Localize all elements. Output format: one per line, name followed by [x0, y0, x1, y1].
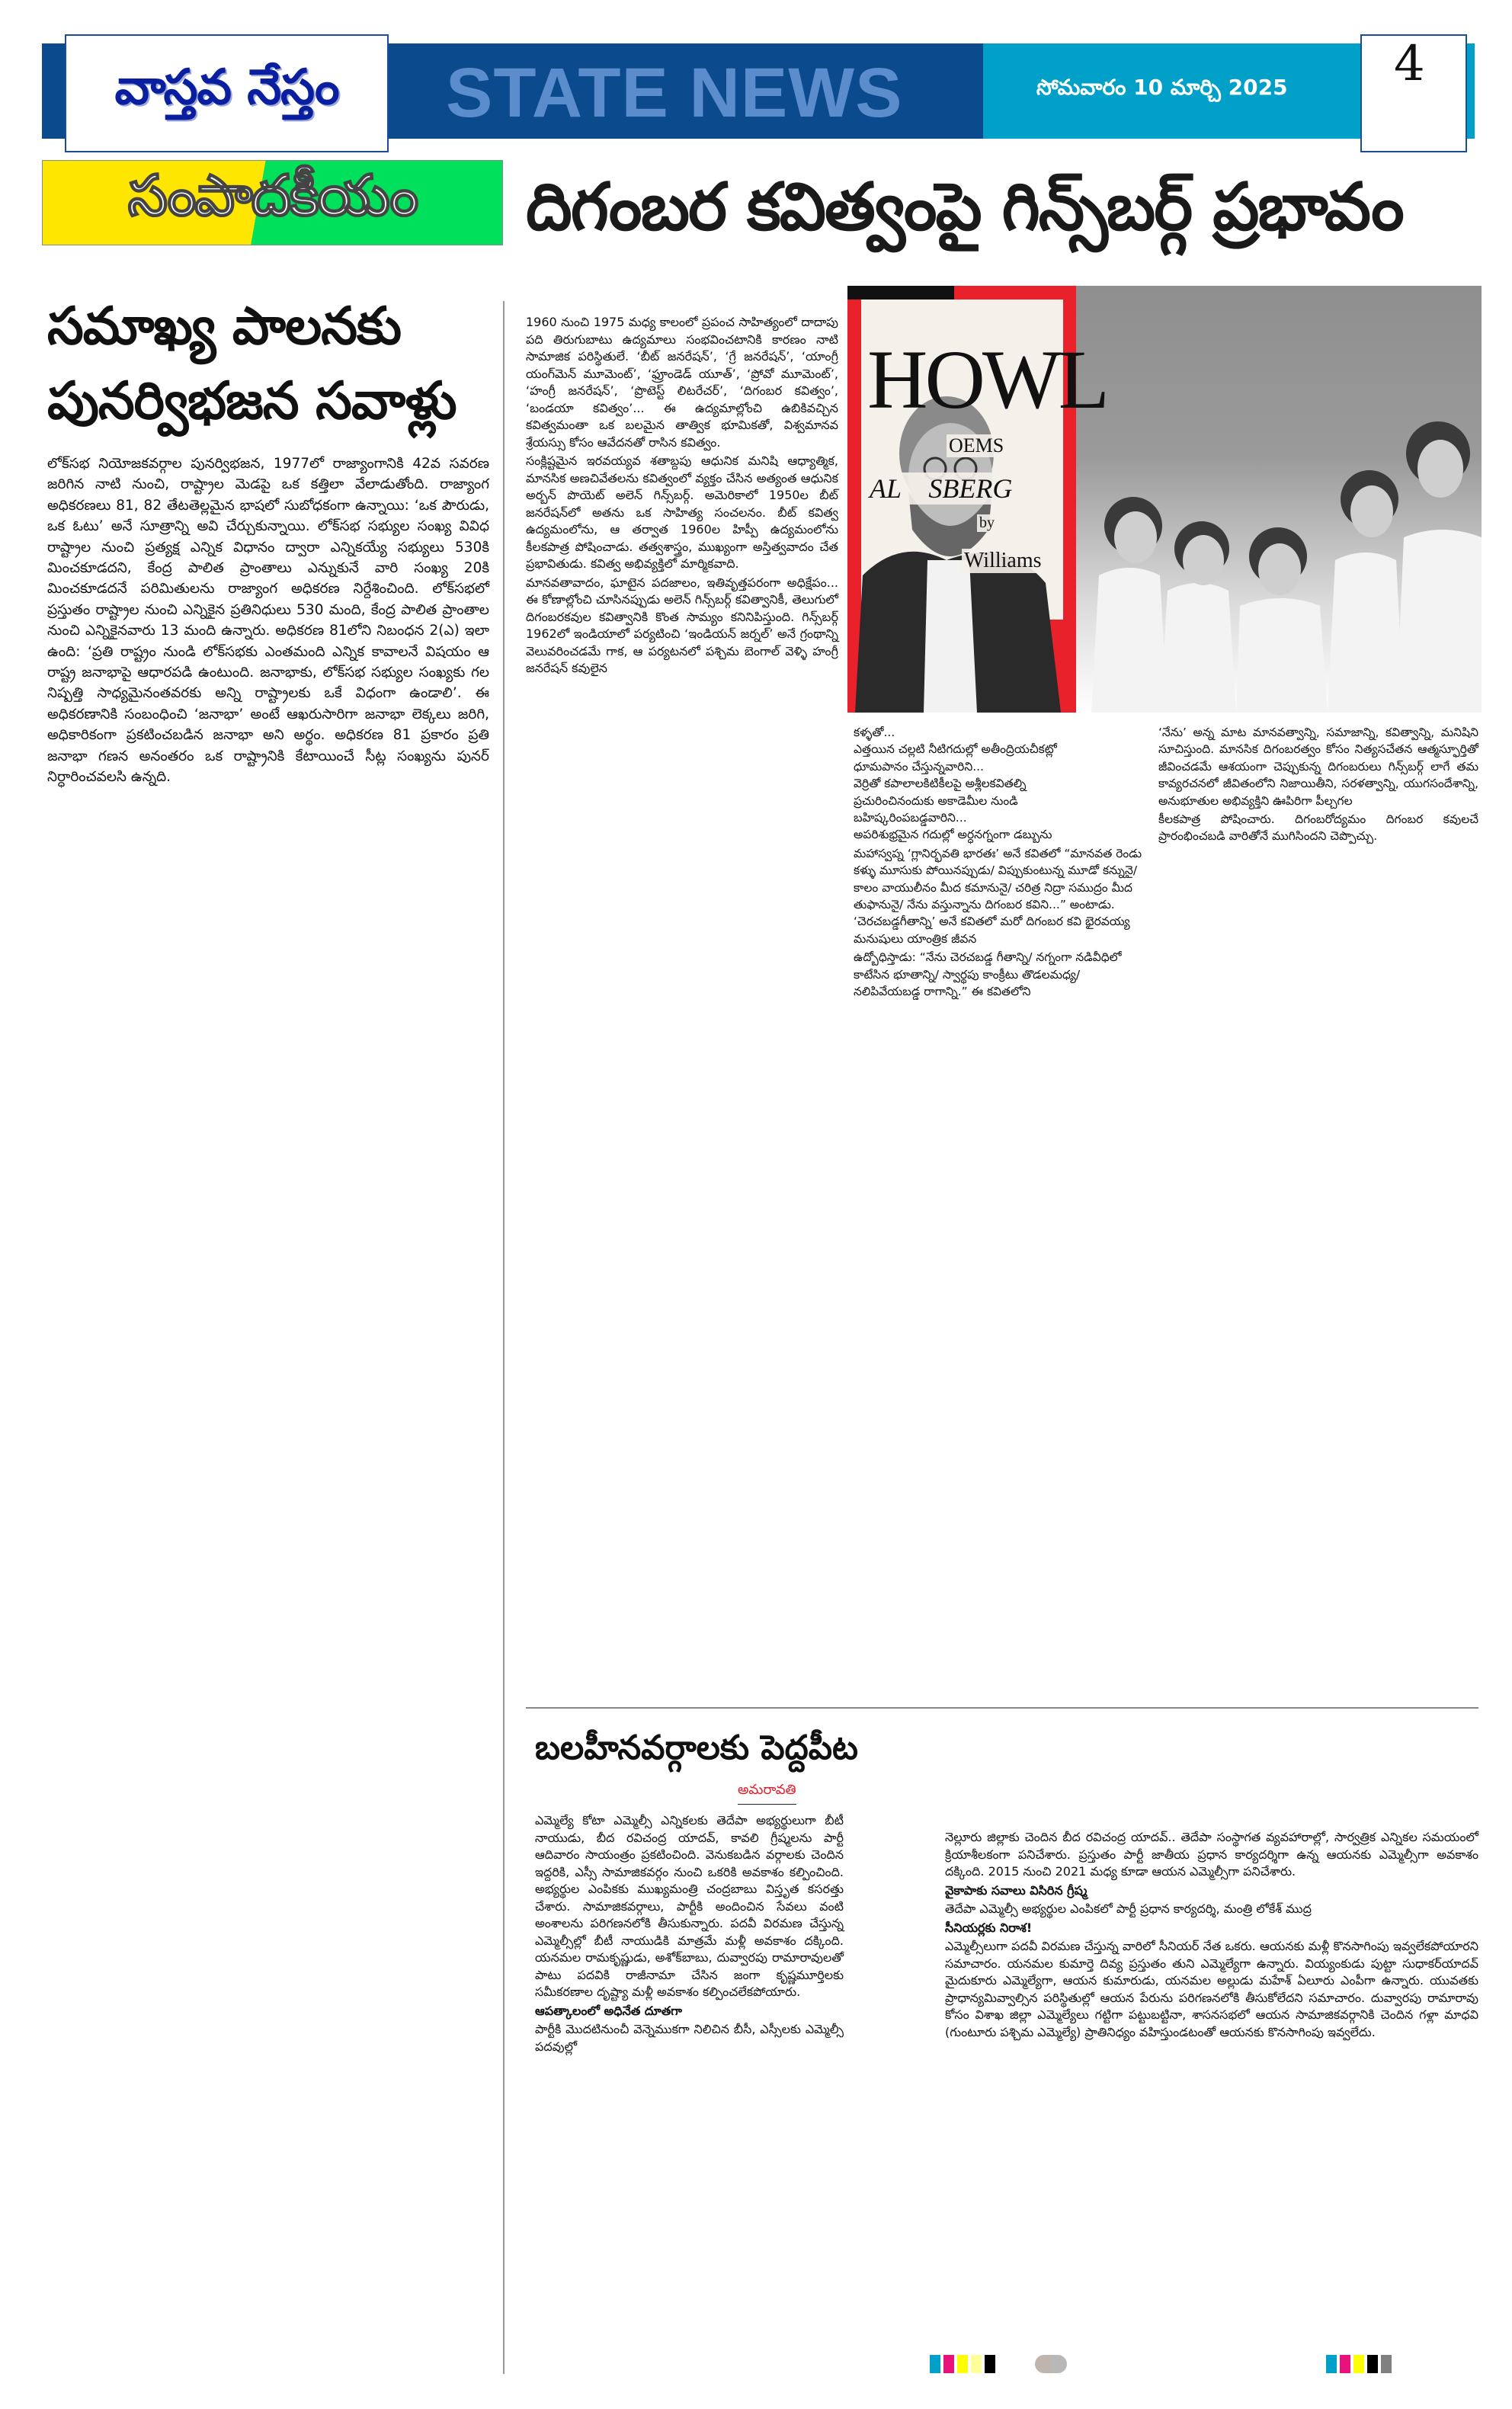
- color-swatch: [943, 2355, 954, 2373]
- feature-body-column-3: [1158, 724, 1478, 847]
- book-title: HOWL: [867, 333, 1107, 426]
- subheading: ఆపత్కాలంలో అధినేత దూతగా: [535, 2003, 683, 2018]
- color-swatch: [1340, 2355, 1350, 2373]
- page-number: 4: [1394, 36, 1425, 92]
- section-divider: [526, 1707, 1478, 1709]
- logo-text: వాస్తవ నేస్తం: [114, 59, 339, 116]
- news-dateline: అమరావతి: [738, 1782, 796, 1805]
- page-number-box: [1360, 34, 1467, 152]
- book-subtitle: OEMS: [947, 434, 1006, 457]
- paragraph: కీలకపాత్ర పోషించారు. దిగంబరోద్యమం దిగంబర కవులచే ప్రారంభించబడి వారితోనే ముగిసిందని చెప్పొచ్చు.: [1158, 812, 1478, 844]
- color-swatch: [1326, 2355, 1337, 2373]
- editorial-banner: [42, 160, 503, 245]
- section-title: STATE NEWS: [446, 54, 903, 132]
- paragraph: ఉద్బోధిస్తాడు: “నేను చెరచబడ్డ గీతాన్ని/ నగ్నంగా నడివీధిలో కాటేసిన భూతాన్ని/ స్వార్థపు కాంక్రీటు తొడలమధ్య/ నలిపివేయబడ్డ రాగాన్ని.” ఈ కవితలోని: [854, 950, 1122, 999]
- editorial-label: సంపాదకీయం: [127, 163, 418, 229]
- book-intro: Williams: [962, 549, 1044, 573]
- color-swatch: [1353, 2355, 1364, 2373]
- paragraph: తెదేపా ఎమ్మెల్సీ అభ్యర్థుల ఎంపికలో పార్టీ ప్రధాన కార్యదర్శి, మంత్రి లోకేశ్ ముద్ర: [945, 1901, 1312, 1916]
- color-swatch: [1367, 2355, 1378, 2373]
- feature-headline: దిగంబర కవిత్వంపై గిన్స్‌బర్గ్ ప్రభావం: [526, 169, 1403, 245]
- book-by: by: [977, 514, 997, 532]
- color-registration-marks-right: [1326, 2355, 1392, 2373]
- color-swatch: [930, 2355, 940, 2373]
- column-divider: [503, 301, 505, 2374]
- book-author: AL SBERG: [867, 473, 1014, 505]
- editorial-body: [47, 453, 489, 790]
- color-swatch: [1381, 2355, 1392, 2373]
- color-swatch: [985, 2355, 995, 2373]
- paragraph: నెల్లూరు జిల్లాకు చెందిన బీద రవిచంద్ర యాదవ్.. తెదేపా సంస్థాగత వ్యవహారాల్లో, సార్వత్రిక ఎన్నికల సమయంలో క్రియాశీలకంగా పనిచేశారు. ప్రస్తుతం పార్టీ జాతీయ ప్రధాన కార్యదర్శిగా ఉన్న ఆయనకు ఎమ్మెల్సీగా అవకాశం దక్కింది. 2015 నుంచి 2021 మధ్య కూడా ఆయన ఎమ్మెల్సీగా పనిచేశారు.: [945, 1830, 1478, 1879]
- editorial-headline: సమాఖ్య పాలనకు పునర్విభజన సవాళ్లు: [47, 296, 456, 431]
- paragraph: మహాస్వప్న ‘గ్లానిర్భవతి భారతః’ అనే కవితలో “మానవత రెండు కళ్ళు మూసుకు పోయినప్పుడు/ విప్పుకుంటున్న మూడో కన్నునై/ కాలం వాయులీనం మీద కమానునై/ చరిత్ర నిద్రా సముద్రం మీద తుఫానునై/ నేను వస్తున్నాను దిగంబర కవిని...” అంటాడు. ‘చెరచబడ్డగీతాన్ని’ అనే కవితలో మరో దిగంబర కవి భైరవయ్య మనుషులు యాంత్రిక జీవన: [854, 846, 1142, 946]
- paragraph: ఎమ్మెల్సీలుగా పదవీ విరమణ చేస్తున్న వారిలో సీనియర్ నేత ఒకరు. ఆయనకు మళ్లీ కొనసాగింపు ఇవ్వలేకపోయారని సమాచారం. యనమల కుమార్తె దివ్య ప్రస్తుతం తుని ఎమ్మెల్యేగా ఉన్నారు. వియ్యంకుడు పుట్టా సుధాకర్‌యాదవ్ మైదుకూరు ఎమ్మెల్యేగా, ఆయన కుమారుడు, యనమల అల్లుడు మహేశ్ ఏలూరు ఎంపీగా ఉన్నారు. యువతకు ప్రాధాన్యమివ్వాల్సిన పరిస్థితుల్లో ఆయన పేరును పరిగణనలోకి తీసుకోలేదని సమాచారం. దువ్వారపు రామారావు కోసం విశాఖ జిల్లా ఎమ్మెల్యేలు గట్టిగా పట్టుబట్టినా, శాసనసభలో ఆయన సామాజికవర్గానికి చెందిన గళ్లా మాధవి (గుంటూరు పశ్చిమ ఎమ్మెల్యే) ప్రాతినిధ్యం వహిస్తుండటంతో ఆయనకు కొనసాగింపు ఇవ్వలేదు.: [945, 1939, 1478, 2039]
- color-swatch: [957, 2355, 968, 2373]
- paragraph: సంక్లిష్టమైన ఇరవయ్యవ శతాబ్దపు ఆధునిక మనిషి ఆధ్యాత్మిక, మానసిక అణచివేతలను కవిత్వంలో వ్యక్తం చేసిన అత్యంత ఆధునిక అర్బన్ పొయెట్ అలెన్ గిన్స్‌బర్గ్. అమెరికాలో 1950ల బీట్ జనరేషన్‌లో అతను ఒక సాహిత్య సంచలనం. బీట్ కవిత్వ ఉద్యమంలోను, ఆ తర్వాత 1960ల హిప్పీ ఉద్యమంలోను కీలకపాత్ర పోషించాడు. తత్వశాస్త్రం, ముఖ్యంగా అస్తిత్వవాదం చేత ప్రభావితుడు. కవిత్వ అభివ్యక్తిలో మార్మికవాది.: [526, 453, 838, 571]
- howl-book-cover: [847, 286, 1107, 713]
- news-headline: బలహీనవర్గాలకు పెద్దపీట: [535, 1728, 858, 1767]
- feature-photo: [847, 286, 1482, 713]
- newspaper-logo: [65, 34, 389, 152]
- subheading: వైకాపాకు సవాలు విసిరిన గ్రీష్మ: [945, 1882, 1088, 1898]
- book-cover-bar: [847, 286, 954, 300]
- color-swatch: [971, 2355, 982, 2373]
- paragraph: లోక్‌సభ నియోజకవర్గాల పునర్విభజన, 1977లో రాజ్యాంగానికి 42వ సవరణ జరిగిన నాటి నుంచి, రాష్ట్రాల మెడపై ఒక కత్తిలా వేలాడుతోంది. రాజ్యాంగ అధికరణలు 81, 82 తేటతెల్లమైన భాషలో సుబోధకంగా ఉన్నాయి: ‘ఒక పౌరుడు, ఒక ఓటు’ అనే సూత్రాన్ని అవి చేర్చుకున్నాయి. లోక్‌సభ సభ్యుల సంఖ్య వివిధ రాష్ట్రాల నుంచి ప్రత్యక్ష ఎన్నిక విధానం ద్వారా ఎన్నికయ్యే సభ్యులు 530కి మించకూడదని, కేంద్ర పాలిత ప్రాంతాలు ఎన్నుకునే వారి సంఖ్య 20కి మించకూడదనే పరిమితులను రాజ్యాంగ అధికరణ నిర్దేశించింది. లోక్‌సభలో ప్రస్తుతం రాష్ట్రాల నుంచి ఎన్నికైన ప్రతినిధులు 530 మంది, కేంద్ర పాలిత ప్రాంతాల నుంచి ఎన్నికైనవారు 13 మంది ఉన్నారు. అధికరణ 81లోని నిబంధన 2(ఎ) ఇలా ఉంది: ‘ప్రతి రాష్ట్రం నుండి లోక్‌సభకు ఎంతమంది ఎన్నిక కావాలనే విషయం ఆ రాష్ట్ర జనాభాపై ఆధారపడి ఉంటుంది. జనాభాకు, లోక్‌సభ సభ్యుల సంఖ్యకు గల నిష్పత్తి సాధ్యమైనంతవరకు అన్ని రాష్ట్రాలకు ఒకే విధంగా ఉండాలి’. ఈ అధికరణానికి సంబంధించి ‘జనాభా’ అంటే ఆఖరుసారిగా జనాభా లెక్కలు జరిగి, అధికారికంగా ప్రకటించబడిన జనాభా అని అర్థం. అధికరణ 81 ప్రకారం ప్రతి జనాభా గణన అనంతరం ఒక రాష్ట్రానికి కేటాయించే సీట్ల సంఖ్యను పునర్ నిర్ధారించవలసి ఉన్నది.: [47, 456, 489, 786]
- paragraph: పార్టీకి మొదటినుంచీ వెన్నెముకగా నిలిచిన బీసీ, ఎస్సీలకు ఎమ్మెల్సీ పదవుల్లో: [535, 2022, 844, 2054]
- feature-body-column-2: [854, 724, 1147, 1002]
- news-body-column-1: [535, 1812, 844, 2057]
- paragraph: ‘నేను’ అన్న మాట మానవత్వాన్ని, సమాజాన్ని, కవిత్వాన్ని, మనిషిని సూచిస్తుంది. మానసిక దిగంబరత్వం కోసం నిత్యసచేతన ఆత్మస్ఫూర్తితో జీవించడమే ఆశయంగా చెప్పుకున్న దిగంబరులు గిన్స్‌బర్గ్ లాగే తమ కావ్యరచనలో జీవితంలోని నిజాయితీని, సరళత్వాన్ని, యుగసందేశాన్ని, అనుభూతుల అభివ్యక్తిని ఊపిరిగా పీల్చగల: [1158, 726, 1478, 808]
- news-body-column-2: [945, 1829, 1478, 2042]
- paragraph: కళ్ళతో... ఎత్తయిన చల్లటి నీటిగదుల్లో అతీంద్రియచీకట్లో ధూమపానం చేస్తున్నవారిని... వెర్రితో కపాలాలకిటికీలపై అశ్లీలకవితల్ని ప్రచురించినందుకు అకాడెమీల నుండి బహిష్కరింపబడ్డవారిని... అపరిశుభ్రమైన గదుల్లో అర్ధనగ్నంగా డబ్బును: [854, 726, 1057, 842]
- paragraph: 1960 నుంచి 1975 మధ్య కాలంలో ప్రపంచ సాహిత్యంలో దాదాపు పది తిరుగుబాటు ఉద్యమాలు సంభవించటానికి కారణం నాటి సామాజిక పరిస్థితులే. ‘బీట్ జనరేషన్’, ‘గ్రే జనరేషన్’, ‘యాంగ్రీ యంగ్‌మెన్ మూమెంట్’, ‘ఫ్రూండెడ్ యూత్’, ‘ప్రోవో మూమెంట్’, ‘హంగ్రీ జనరేషన్’, ‘ప్రొటెస్ట్ లిటరేచర్’, ‘దిగంబర కవిత్వం’, ‘బండయా కవిత్వం’... ఈ ఉద్యమాల్లోంచి ఉబికివచ్చిన కవిత్వమంతా ఒక బలమైన తాత్విక భూమికతో, విశ్వమానవ శ్రేయస్సు కోసం ఆవేదనతో రాసిన కవిత్వం.: [526, 315, 838, 450]
- poets-group-image: [1076, 286, 1482, 713]
- paragraph: మానవతావాదం, ఘాటైన పదజాలం, ఇతివృత్తపరంగా అధిక్షేపం... ఈ కోణాల్లోంచి చూసినప్పుడు అలెన్ గిన్స్‌బర్గ్ కవిత్వానికీ, తెలుగులో దిగంబరకవుల కవిత్వానికి కొంత సామ్యం కనినిపిస్తుంది. గిన్స్‌బర్గ్ 1962లో ఇండియాలో పర్యటించి ‘ఇండియన్ జర్నల్’ అనే గ్రంథాన్ని వెలువరించడమే గాక, ఆ పర్యటనలో పశ్చిమ బెంగాల్ వెళ్ళి హంగ్రీ జనరేషన్ కవులైన: [526, 575, 838, 675]
- color-registration-marks-left: [930, 2355, 995, 2373]
- subheading: సీనియర్లకు నిరాశ!: [945, 1920, 1033, 1935]
- registration-pill-mark: [1035, 2355, 1067, 2373]
- feature-body-column-1: [526, 314, 838, 679]
- paragraph: ఎమ్మెల్యే కోటా ఎమ్మెల్సీ ఎన్నికలకు తెదేపా అభ్యర్థులుగా బీటీ నాయుడు, బీద రవిచంద్ర యాదవ్, కావలి గ్రీష్మలను పార్టీ ఆదివారం సాయంత్రం ప్రకటించింది. వెనుకబడిన వర్గాలకు చెందిన ఇద్దరికి, ఎస్సీ సామాజికవర్గం నుంచి ఒకరికి అవకాశం కల్పించింది. అభ్యర్థుల ఎంపికకు ముఖ్యమంత్రి చంద్రబాబు విస్తృత కసరత్తు చేశారు. సామాజికవర్గాలు, పార్టీకి అందించిన సేవలు వంటి అంశాలను పరిగణనలోకి తీసుకున్నారు. పదవీ విరమణ చేస్తున్న ఎమ్మెల్సీల్లో బీటీ నాయుడికి మాత్రమే మళ్లీ అవకాశం దక్కింది. యనమల రామకృష్ణుడు, అశోక్‌బాబు, దువ్వారపు రామారావులతో పాటు పదవికి రాజీనామా చేసిన జంగా కృష్ణమూర్తిలకు సమీకరణాల దృష్ట్యా మళ్లీ అవకాశం కల్పించలేకపోయారు.: [535, 1813, 844, 1999]
- issue-date: సోమవారం 10 మార్చి 2025: [1036, 75, 1288, 100]
